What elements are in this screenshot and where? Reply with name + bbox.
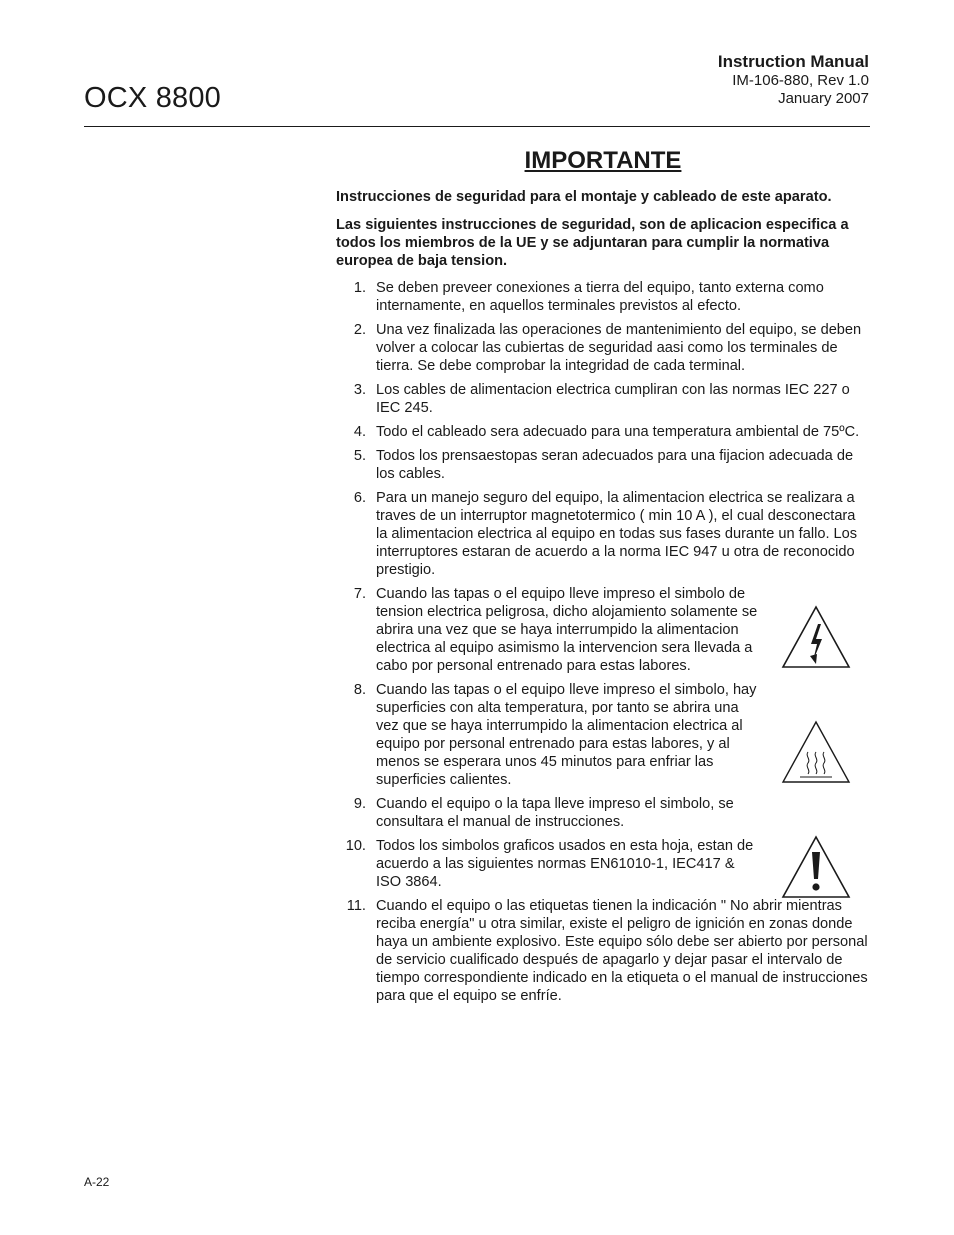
item-number: 10. xyxy=(345,838,366,854)
item-text: Todos los simbolos graficos usados en esta hoja, estan de acuerdo a las siguientes normas EN61010-1, IEC417 & ISO 3864. xyxy=(376,838,754,890)
product-title: OCX 8800 xyxy=(84,82,222,114)
hot-surface-warning-icon xyxy=(780,719,852,785)
item-text: Se deben preveer conexiones a tierra del equipo, tanto externa como internamente, en aquellos terminales previstos al efecto. xyxy=(376,280,824,314)
list-item xyxy=(336,795,870,831)
item-number: 2. xyxy=(353,322,366,338)
document-number: IM-106-880, Rev 1.0 xyxy=(732,72,869,89)
page-number: A-22 xyxy=(84,1175,110,1189)
list-item xyxy=(336,423,870,441)
list-item xyxy=(336,321,870,375)
item-number: 11. xyxy=(346,898,366,914)
item-number: 9. xyxy=(353,796,366,812)
item-number: 8. xyxy=(353,682,366,698)
item-number: 3. xyxy=(353,382,366,398)
intro-paragraph: Instrucciones de seguridad para el montaje y cableado de este aparato. xyxy=(336,189,832,205)
document-header xyxy=(718,52,869,108)
item-text: Para un manejo seguro del equipo, la alimentacion electrica se realizara a traves de un interruptor magnetotermico ( min 10 A ), el cual desconectara la alimentacion electrica al equipo en todas sus fases durante un fallo. Los interruptores estaran de acuerdo a la norma IEC 947 u otra de reconocido prestigio. xyxy=(376,490,858,578)
list-item xyxy=(336,447,870,483)
list-item xyxy=(336,279,870,315)
item-text: Cuando las tapas o el equipo lleve impreso el simbolo de tension electrica peligrosa, dicho alojamiento solamente se abrira una vez que se haya interrumpido la alimentacion electrica al equipo asimismo la intervencion sera llevada a cabo por personal entrenado para estas labores. xyxy=(376,586,758,674)
item-text: Los cables de alimentacion electrica cumpliran con las normas IEC 227 o IEC 245. xyxy=(376,382,850,416)
caution-exclamation-icon xyxy=(780,834,852,900)
item-text: Una vez finalizada las operaciones de mantenimiento del equipo, se deben volver a colocar las cubiertas de seguridad aasi como los terminales de tierra. Se debe comprobar la integridad de cada terminal. xyxy=(376,322,862,374)
item-number: 6. xyxy=(353,490,366,506)
item-number: 1. xyxy=(353,280,366,296)
high-voltage-warning-icon xyxy=(780,604,852,670)
list-item xyxy=(336,897,870,1005)
section-heading: IMPORTANTE xyxy=(524,147,682,174)
item-text: Cuando las tapas o el equipo lleve impreso el simbolo, hay superficies con alta temperatura, por tanto se abrira una vez que se haya interrumpido la alimentacion electrica al equipo por personal entrenado para estas labores, y al menos se esperara unos 45 minutos para enfriar las superficies calientes. xyxy=(376,682,757,788)
list-item xyxy=(336,489,870,579)
item-number: 5. xyxy=(353,448,366,464)
item-number: 7. xyxy=(353,586,366,602)
item-number: 4. xyxy=(353,424,366,440)
item-text: Cuando el equipo o las etiquetas tienen la indicación " No abrir mientras reciba energía" u otra similar, existe el peligro de ignición en zonas donde haya un ambiente explosivo. Este equipo sólo debe ser abierto por personal de servicio cualificado después de apagarlo y dejar pasar el intervalo de tiempo correspondiente indicado en la etiqueta o el manual de instrucciones para que el equipo se enfríe. xyxy=(376,898,868,1004)
item-text: Cuando el equipo o la tapa lleve impreso el simbolo, se consultara el manual de instrucciones. xyxy=(376,796,734,830)
header-divider xyxy=(84,126,870,127)
intro-paragraph-2: Las siguientes instrucciones de seguridad, son de aplicacion especifica a todos los miembros de la UE y se adjuntaran para cumplir la normativa europea de baja tension. xyxy=(336,217,849,269)
item-text: Todo el cableado sera adecuado para una temperatura ambiental de 75ºC. xyxy=(376,424,860,440)
list-item xyxy=(336,381,870,417)
document-date: January 2007 xyxy=(778,90,869,107)
item-text: Todos los prensaestopas seran adecuados para una fijacion adecuada de los cables. xyxy=(376,448,854,482)
manual-title: Instruction Manual xyxy=(717,52,869,71)
